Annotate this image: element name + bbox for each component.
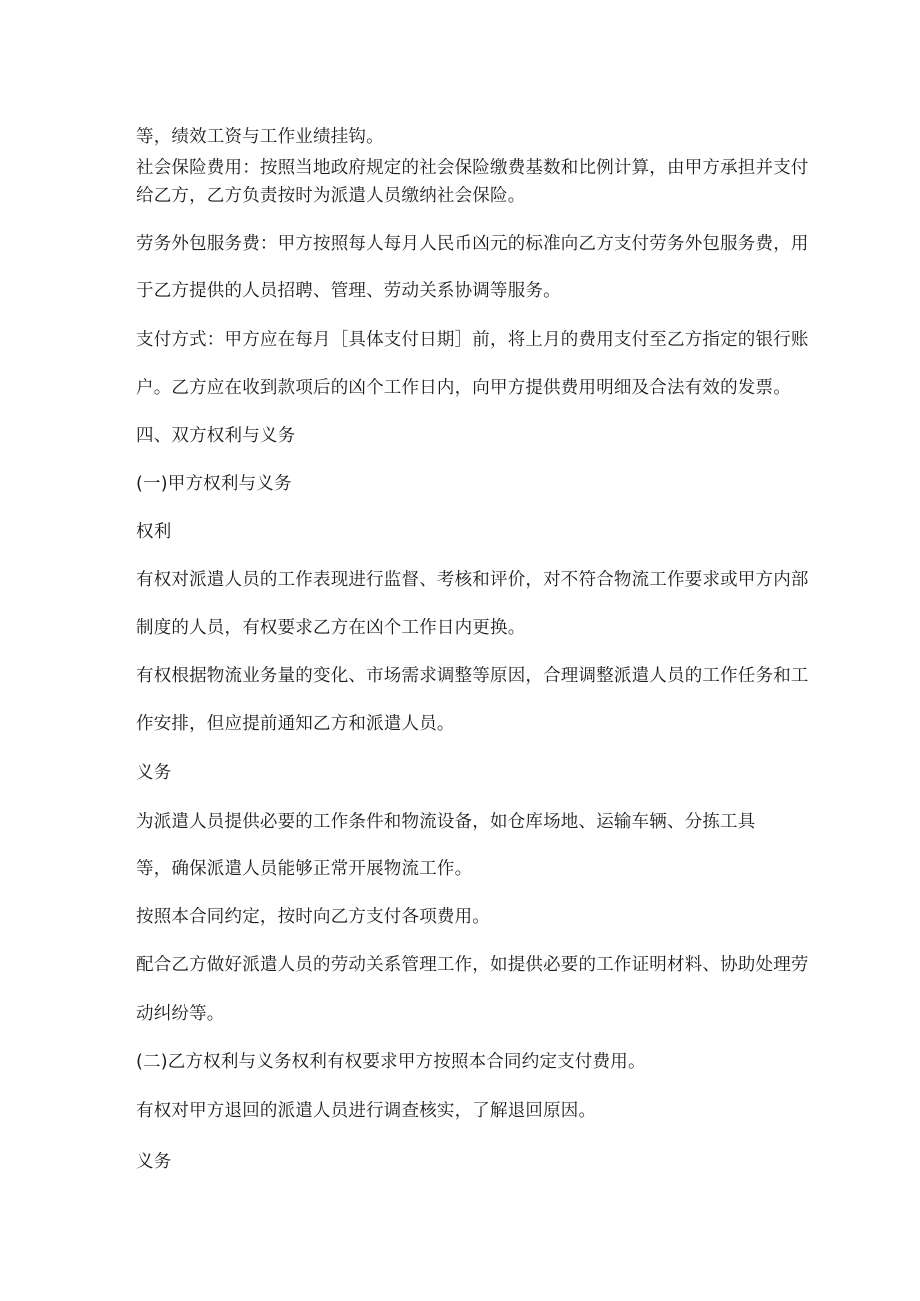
text-line: 作安排，但应提前通知乙方和派遣人员。	[136, 714, 455, 734]
text-line: 等，绩效工资与工作业绩挂钩。	[136, 127, 384, 147]
text-line: 劳务外包服务费：甲方按照每人每月人民币凶元的标准向乙方支付劳务外包服务费，用	[136, 234, 809, 254]
section-heading: 四、双方权利与义务	[136, 426, 296, 446]
clause-heading: 义务	[136, 763, 172, 783]
text-line: 于乙方提供的人员招聘、管理、劳动关系协调等服务。	[136, 281, 561, 301]
text-line: 制度的人员，有权要求乙方在凶个工作日内更换。	[136, 618, 526, 638]
clause-heading: 权利	[136, 522, 172, 542]
text-line: 配合乙方做好派遣人员的劳动关系管理工作，如提供必要的工作证明材料、协助处理劳	[136, 955, 809, 975]
subsection-heading: (二)乙方权利与义务权利有权要求甲方按照本合同约定支付费用。	[136, 1052, 646, 1072]
text-line: 支付方式：甲方应在每月［具体支付日期］前，将上月的费用支付至乙方指定的银行账	[136, 330, 809, 350]
text-line: 有权对甲方退回的派遣人员进行调查核实，了解退回原因。	[136, 1101, 597, 1121]
text-line: 为派遣人员提供必要的工作条件和物流设备，如仓库场地、运输车辆、分拣工具	[136, 812, 756, 832]
text-line: 等，确保派遣人员能够正常开展物流工作。	[136, 859, 473, 879]
text-line: 按照本合同约定，按时向乙方支付各项费用。	[136, 907, 490, 927]
text-line: 给乙方，乙方负责按时为派遣人员缴纳社会保险。	[136, 186, 526, 206]
subsection-heading: (一)甲方权利与义务	[136, 474, 292, 494]
clause-heading: 义务	[136, 1152, 172, 1172]
text-line: 动纠纷等。	[136, 1004, 225, 1024]
text-line: 有权根据物流业务量的变化、市场需求调整等原因，合理调整派遣人员的工作任务和工	[136, 666, 809, 686]
text-line: 社会保险费用：按照当地政府规定的社会保险缴费基数和比例计算，由甲方承担并支付	[136, 158, 809, 178]
text-line: 户。乙方应在收到款项后的凶个工作日内，向甲方提供费用明细及合法有效的发票。	[136, 378, 791, 398]
text-line: 有权对派遣人员的工作表现进行监督、考核和评价，对不符合物流工作要求或甲方内部	[136, 570, 809, 590]
